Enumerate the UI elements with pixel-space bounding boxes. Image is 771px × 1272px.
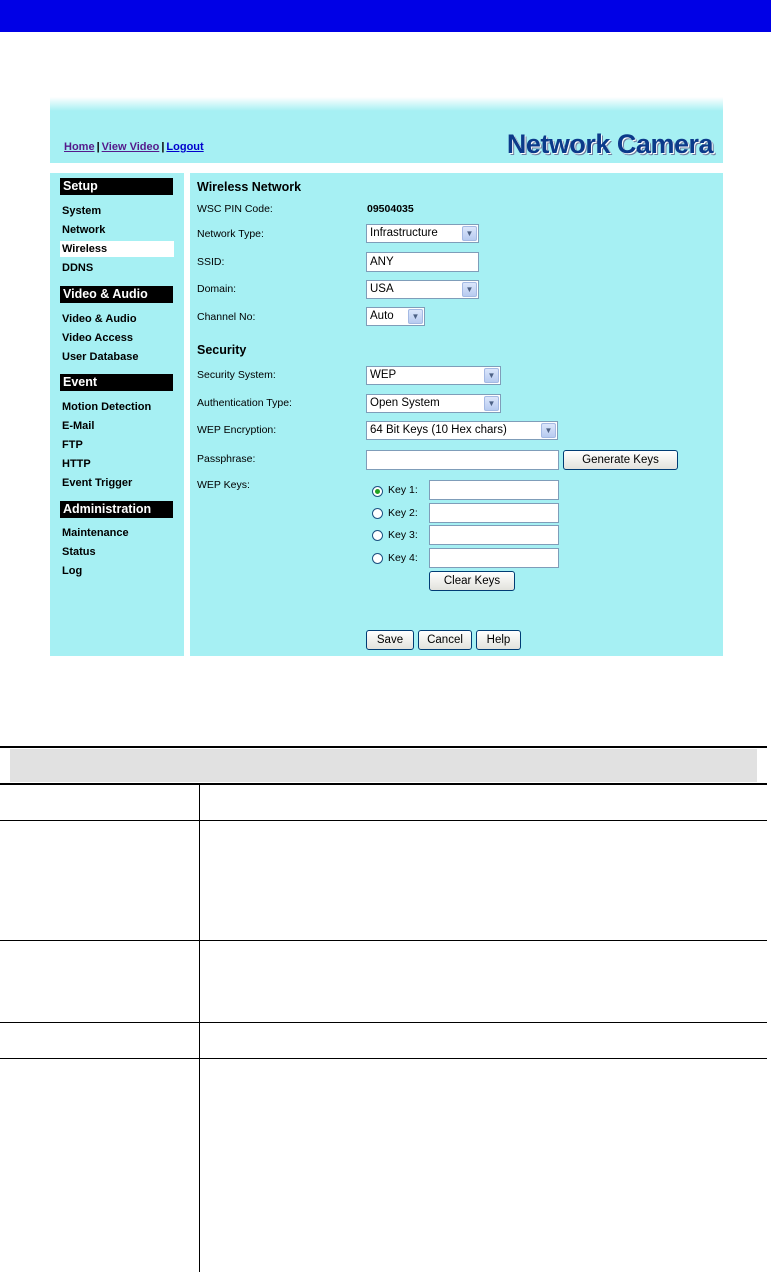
network-camera-logo: Network Camera — [506, 129, 713, 159]
sidebar-item-video-access[interactable]: Video Access — [62, 332, 133, 344]
domain-label: Domain: — [197, 283, 237, 295]
network-type-value: Infrastructure — [370, 227, 438, 239]
security-system-value: WEP — [370, 369, 397, 381]
wep-encryption-select[interactable] — [366, 421, 558, 440]
wireless-network-heading: Wireless Network — [197, 180, 302, 194]
channel-label: Channel No: — [197, 311, 256, 323]
ssid-label: SSID: — [197, 256, 225, 268]
chevron-down-icon: ▼ — [462, 226, 477, 241]
sidebar-item-http[interactable]: HTTP — [62, 458, 91, 470]
key-4-radio[interactable] — [372, 553, 383, 564]
sidebar-section-video-audio: Video & Audio — [60, 286, 173, 303]
auth-type-select[interactable] — [366, 394, 501, 413]
wsc-pin-value: 09504035 — [367, 203, 414, 215]
table-row-rule — [0, 1022, 767, 1023]
key-4-label: Key 4: — [388, 552, 418, 564]
auth-type-label: Authentication Type: — [197, 397, 292, 409]
sidebar-section-event: Event — [60, 374, 173, 391]
key-4-input[interactable] — [429, 548, 559, 568]
clear-keys-button[interactable]: Clear Keys — [429, 571, 515, 591]
sidebar-item-motion-detection[interactable]: Motion Detection — [62, 401, 152, 413]
chevron-down-icon: ▼ — [541, 423, 556, 438]
table-row-rule — [0, 1058, 767, 1059]
security-heading: Security — [197, 343, 247, 357]
header-fade — [50, 97, 723, 111]
wep-keys-label: WEP Keys: — [197, 479, 250, 491]
sidebar-item-system[interactable]: System — [62, 205, 102, 217]
sidebar-item-log[interactable]: Log — [62, 565, 83, 577]
passphrase-input[interactable] — [366, 450, 559, 470]
document-top-bar — [0, 0, 771, 32]
chevron-down-icon: ▼ — [484, 396, 499, 411]
generate-keys-button[interactable]: Generate Keys — [563, 450, 678, 470]
key-3-label: Key 3: — [388, 529, 418, 541]
help-button[interactable]: Help — [476, 630, 521, 650]
cancel-button[interactable]: Cancel — [418, 630, 472, 650]
sidebar-item-user-database[interactable]: User Database — [62, 351, 139, 363]
logout-link[interactable]: Logout — [166, 141, 204, 153]
key-1-label: Key 1: — [388, 484, 418, 496]
sidebar-item-maintenance[interactable]: Maintenance — [62, 527, 129, 539]
network-type-select[interactable] — [366, 224, 479, 243]
sidebar-item-email[interactable]: E-Mail — [62, 420, 95, 432]
table-header-rule — [0, 783, 767, 785]
passphrase-label: Passphrase: — [197, 453, 256, 465]
table-row-rule — [0, 940, 767, 941]
table-row-rule — [0, 820, 767, 821]
sidebar-item-ddns[interactable]: DDNS — [62, 262, 94, 274]
chevron-down-icon: ▼ — [484, 368, 499, 383]
auth-type-value: Open System — [370, 397, 440, 409]
sidebar-item-status[interactable]: Status — [62, 546, 96, 558]
domain-value: USA — [370, 283, 394, 295]
wireless-settings-panel — [190, 173, 723, 656]
key-2-radio[interactable] — [372, 508, 383, 519]
key-2-label: Key 2: — [388, 507, 418, 519]
table-header-row — [10, 749, 757, 782]
chevron-down-icon: ▼ — [462, 282, 477, 297]
key-1-input[interactable] — [429, 480, 559, 500]
sidebar-item-ftp[interactable]: FTP — [62, 439, 83, 451]
key-1-radio[interactable] — [372, 486, 383, 497]
network-type-label: Network Type: — [197, 228, 264, 240]
ssid-input[interactable]: ANY — [366, 252, 479, 272]
view-video-link[interactable]: View Video — [101, 141, 160, 153]
home-link[interactable]: Home — [64, 141, 95, 153]
camera-web-ui — [50, 97, 723, 656]
wsc-pin-label: WSC PIN Code: — [197, 203, 273, 215]
wep-encryption-label: WEP Encryption: — [197, 424, 277, 436]
security-system-select[interactable] — [366, 366, 501, 385]
sidebar-section-administration: Administration — [60, 501, 173, 518]
sidebar — [50, 173, 184, 656]
key-2-input[interactable] — [429, 503, 559, 523]
domain-select[interactable] — [366, 280, 479, 299]
sidebar-item-video-audio[interactable]: Video & Audio — [62, 313, 137, 325]
sidebar-item-wireless[interactable]: Wireless — [60, 241, 174, 257]
sidebar-item-network[interactable]: Network — [62, 224, 106, 236]
key-3-radio[interactable] — [372, 530, 383, 541]
key-3-input[interactable] — [429, 525, 559, 545]
wep-encryption-value: 64 Bit Keys (10 Hex chars) — [370, 424, 507, 436]
channel-value: Auto — [370, 310, 394, 322]
top-nav: Home | View Video | Logout — [64, 141, 204, 153]
table-top-rule — [0, 746, 767, 748]
chevron-down-icon: ▼ — [408, 309, 423, 324]
sidebar-section-setup: Setup — [60, 178, 173, 195]
header-divider — [50, 163, 723, 173]
save-button[interactable]: Save — [366, 630, 414, 650]
sidebar-item-event-trigger[interactable]: Event Trigger — [62, 477, 133, 489]
security-system-label: Security System: — [197, 369, 276, 381]
channel-select[interactable] — [366, 307, 425, 326]
page-header — [50, 111, 723, 163]
table-column-divider — [199, 784, 200, 1272]
